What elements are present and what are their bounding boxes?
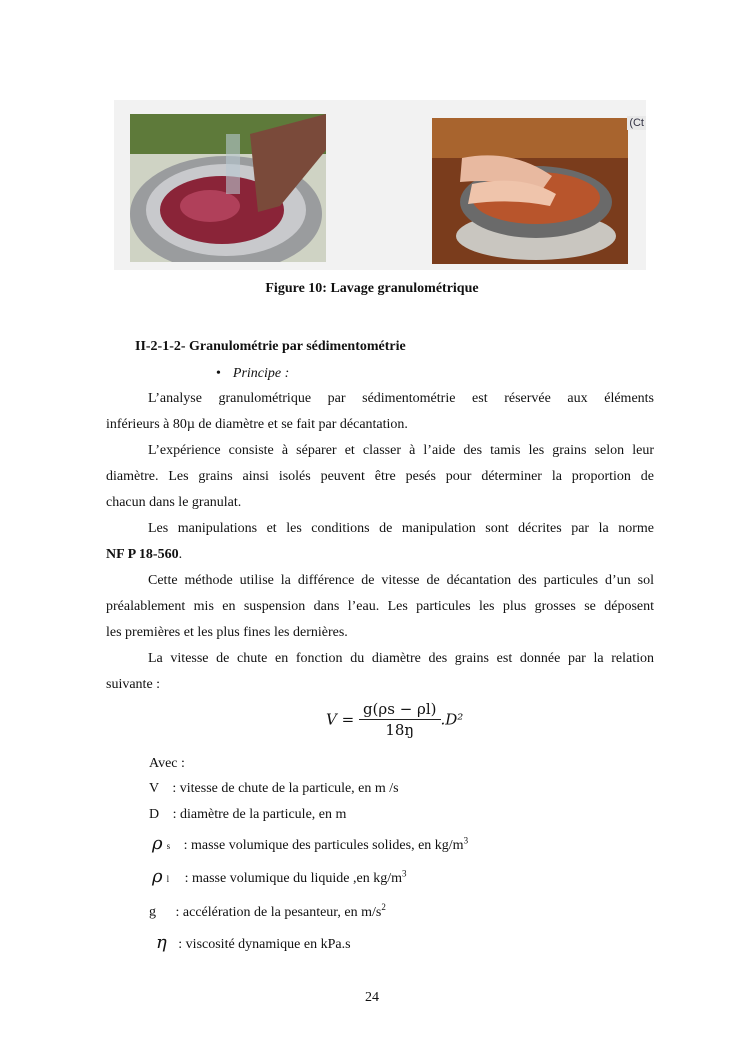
bullet-label: Principe :: [232, 366, 290, 381]
paragraph-3: [106, 516, 654, 568]
washing-bowl-photo: [130, 114, 326, 262]
stokes-formula: [326, 700, 463, 739]
formula-lhs: V =: [326, 710, 355, 729]
page-number: 24: [365, 990, 379, 1005]
variable-g: g : accélération de la pesanteur, en $m/s^2$: [149, 902, 386, 920]
paragraph-line: suivante :: [106, 677, 161, 692]
section-heading: II-2-1-2- Granulométrie par sédimentométrie: [135, 339, 406, 354]
paragraph-line: La vitesse de chute en fonction du diamètre des grains est donnée par la relation: [148, 651, 654, 666]
paragraph-line: les premières et les plus fines les dernières.: [106, 625, 348, 640]
paragraph-line: préalablement mis en suspension dans l’eau. Les particules les plus grosses se déposent: [106, 599, 654, 614]
variables-intro: Avec :: [149, 756, 185, 771]
formula-denominator: 18ŋ: [385, 721, 415, 739]
paragraph-line: Les manipulations et les conditions de manipulation sont décrites par la norme: [148, 521, 654, 536]
formula-rhs: .D²: [440, 710, 464, 729]
sieve-photo: [432, 118, 628, 264]
variable-rho-s: ρs : masse volumique des particules solides, en $kg/m^3$: [152, 833, 469, 854]
norm-reference: NF P 18-560: [106, 547, 179, 562]
bullet-item: [216, 366, 289, 382]
variable-d: D : diamètre de la particule, en m: [149, 807, 347, 822]
paragraph-line: L’expérience consiste à séparer et classer à l’aide des tamis les grains selon leur: [148, 443, 654, 458]
variable-v: V : vitesse de chute de la particule, en m /s: [149, 781, 399, 796]
watermark-label: (Ct: [629, 117, 644, 129]
paragraph-line: NF P 18-560.: [106, 547, 183, 562]
paragraph-2: [106, 438, 654, 516]
paragraph-5: [106, 646, 654, 698]
variable-rho-l: ρl : masse volumique du liquide ,en $kg/m^3$: [152, 866, 407, 887]
figure-image: [114, 100, 646, 270]
paragraph-1: [106, 386, 654, 438]
bullet-icon: •: [216, 366, 221, 381]
figure-caption: Figure 10: Lavage granulométrique: [265, 281, 479, 296]
formula-numerator: g(ρs − ρl): [359, 700, 441, 720]
paragraph-4: [106, 568, 654, 646]
variable-eta: η : viscosité dynamique en kPa.s: [156, 932, 351, 953]
paragraph-line: inférieurs à 80µ de diamètre et se fait par décantation.: [106, 417, 408, 432]
paragraph-line: Cette méthode utilise la différence de vitesse de décantation des particules d’un sol: [148, 573, 654, 588]
paragraph-line: chacun dans le granulat.: [106, 495, 242, 510]
formula-fraction: [359, 700, 441, 739]
paragraph-line: L’analyse granulométrique par sédimentométrie est réservée aux éléments: [148, 391, 654, 406]
paragraph-line: diamètre. Les grains ainsi isolés peuvent être pesés pour déterminer la proportion de: [106, 469, 654, 484]
